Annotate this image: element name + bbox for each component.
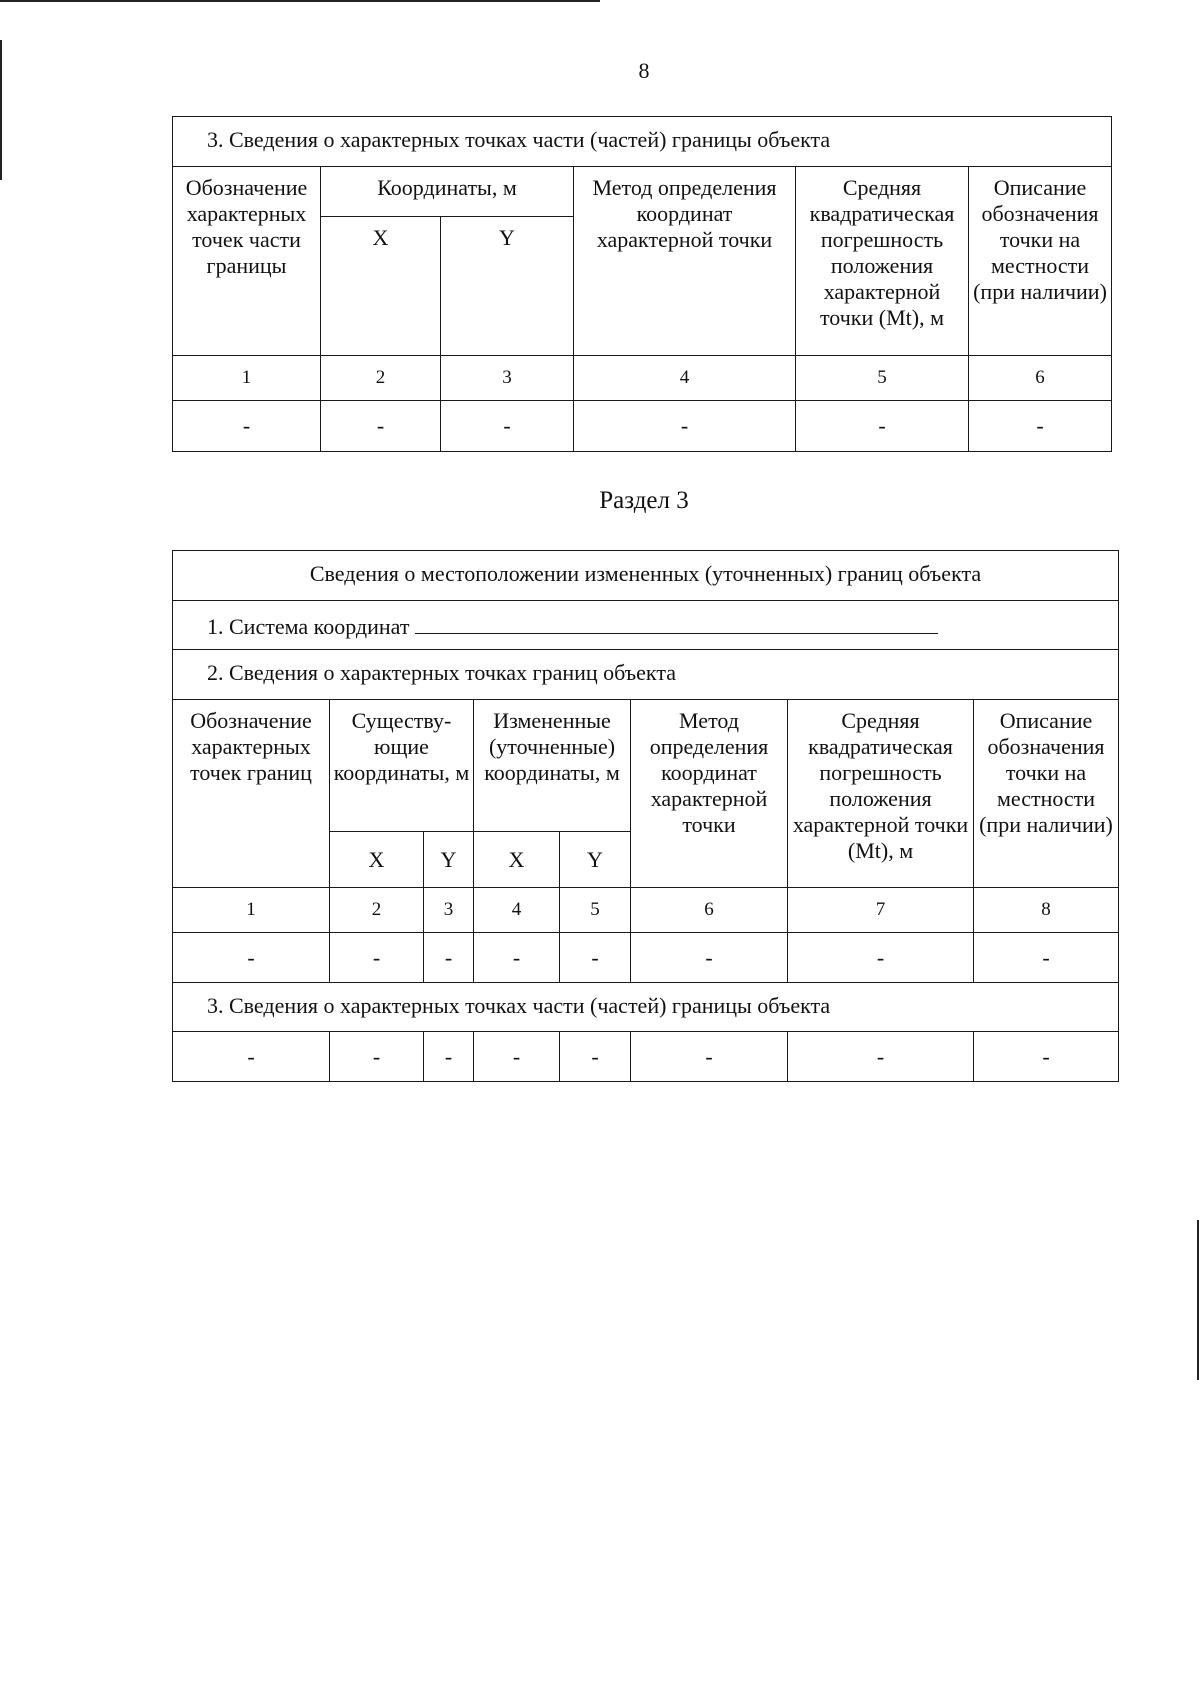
header-method: Метод определения координат характерной точки	[574, 167, 796, 356]
coordinate-system-row	[173, 601, 1119, 650]
table-cell: -	[560, 933, 631, 983]
column-number: 3	[424, 888, 474, 933]
column-number: 1	[173, 356, 321, 401]
column-number: 3	[441, 356, 574, 401]
points-part-boundary-table	[172, 116, 1112, 452]
column-number: 4	[474, 888, 560, 933]
coordinate-system-label: 1. Система координат	[207, 614, 410, 639]
table-cell: -	[631, 933, 788, 983]
table-cell: -	[441, 401, 574, 452]
changed-boundaries-table	[172, 550, 1119, 1082]
coordinate-system-field	[415, 611, 938, 634]
header-existing-y: Y	[424, 832, 474, 888]
table-cell: -	[788, 1032, 974, 1082]
table-cell: -	[788, 933, 974, 983]
column-number: 4	[574, 356, 796, 401]
table-cell: -	[173, 933, 330, 983]
table-cell: -	[969, 401, 1112, 452]
header-error: Средняя квадратическая погрешность положения характерной точки (Mt), м	[796, 167, 969, 356]
header-y: Y	[441, 217, 574, 356]
column-number: 5	[560, 888, 631, 933]
points-caption: 2. Сведения о характерных точках границ объекта	[173, 650, 1119, 700]
table-cell: -	[560, 1032, 631, 1082]
table-cell: -	[796, 401, 969, 452]
table-cell: -	[173, 1032, 330, 1082]
header-existing-x: X	[330, 832, 424, 888]
table-cell: -	[974, 1032, 1119, 1082]
table-cell: -	[574, 401, 796, 452]
table-cell: -	[474, 1032, 560, 1082]
column-number: 8	[974, 888, 1119, 933]
header-designation: Обозначение характерных точек границ	[173, 700, 330, 888]
table-title: Сведения о местоположении измененных (уточненных) границ объекта	[173, 551, 1119, 601]
section-title: Раздел 3	[599, 487, 689, 514]
column-number: 6	[969, 356, 1112, 401]
table-caption: 3. Сведения о характерных точках части (частей) границы объекта	[173, 117, 1112, 167]
header-changed-y: Y	[560, 832, 631, 888]
header-coordinates: Координаты, м	[321, 167, 574, 217]
table-cell: -	[173, 401, 321, 452]
column-number: 5	[796, 356, 969, 401]
table-cell: -	[474, 933, 560, 983]
table-cell: -	[424, 933, 474, 983]
header-changed-x: X	[474, 832, 560, 888]
header-method: Метод определения координат характерной точки	[631, 700, 788, 888]
header-description: Описание обозначения точки на местности (при наличии)	[974, 700, 1119, 888]
header-x: X	[321, 217, 441, 356]
table-cell: -	[330, 933, 424, 983]
scan-artifact-top	[0, 0, 600, 2]
header-description: Описание обозначения точки на местности (при наличии)	[969, 167, 1112, 356]
page-number: 8	[638, 58, 650, 83]
table-cell: -	[974, 933, 1119, 983]
header-existing-coordinates: Существу-ющие координаты, м	[330, 700, 474, 832]
scan-artifact-right	[1197, 1220, 1199, 1380]
header-error: Средняя квадратическая погрешность положения характерной точки (Mt), м	[788, 700, 974, 888]
table-cell: -	[631, 1032, 788, 1082]
column-number: 1	[173, 888, 330, 933]
table-cell: -	[424, 1032, 474, 1082]
column-number: 6	[631, 888, 788, 933]
table-cell: -	[330, 1032, 424, 1082]
table-cell: -	[321, 401, 441, 452]
column-number: 7	[788, 888, 974, 933]
parts-caption: 3. Сведения о характерных точках части (частей) границы объекта	[173, 983, 1119, 1032]
header-changed-coordinates: Измененные (уточненные) координаты, м	[474, 700, 631, 832]
column-number: 2	[321, 356, 441, 401]
header-designation: Обозначение характерных точек части границы	[173, 167, 321, 356]
column-number: 2	[330, 888, 424, 933]
